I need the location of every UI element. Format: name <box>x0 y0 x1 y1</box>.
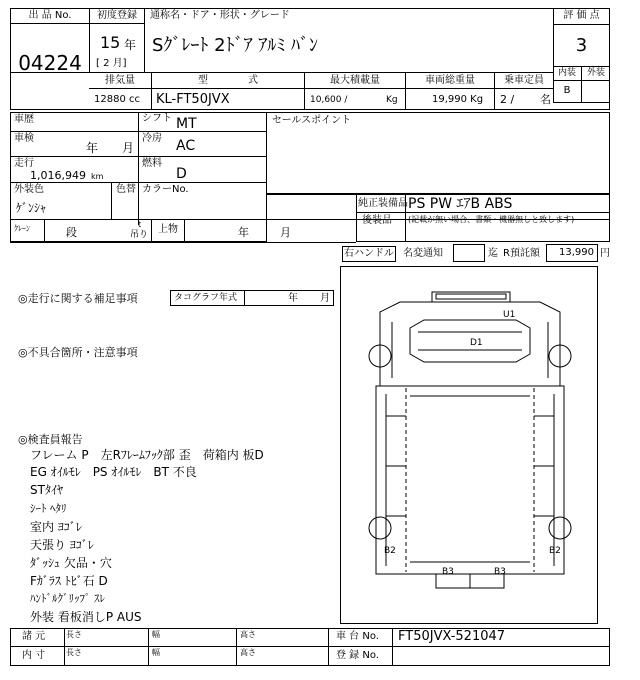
chassis-label: 車 台 No. <box>336 631 379 642</box>
inspector-line: ﾀﾞｯｼｭ 欠品・穴 <box>30 556 112 570</box>
inspection-label: 車検 <box>14 133 34 144</box>
sales-points-label: セールスポイント <box>272 115 352 126</box>
tacho-year: 年 <box>288 293 298 304</box>
rating-label: 評 価 点 <box>563 10 600 21</box>
inspector-line: 室内 ﾖｺﾞﾚ <box>30 520 82 534</box>
divider <box>10 131 267 132</box>
max-load-label: 最大積載量 <box>330 75 380 86</box>
after-label: 後装品 <box>362 215 392 226</box>
equipment-label: 純正装備品 <box>358 198 408 209</box>
type-label: 型 式 <box>198 75 258 86</box>
specs-label: 諸 元 <box>22 631 46 642</box>
divider <box>144 8 145 72</box>
mileage-label: 走行 <box>14 158 34 169</box>
divider <box>151 219 152 242</box>
crane-hang: 吊り <box>130 230 149 240</box>
divider <box>89 88 553 89</box>
crane-t: t <box>138 220 142 229</box>
fuel-label: 燃料 <box>142 158 162 169</box>
divider <box>10 242 356 243</box>
rating-value: 3 <box>575 35 588 56</box>
divider <box>392 628 393 666</box>
chassis-number: FT50JVX-521047 <box>398 629 506 644</box>
length-label: 長さ <box>66 630 82 639</box>
inspection-year: 年 <box>86 141 99 155</box>
first-reg-label: 初度登録 <box>97 10 137 21</box>
fuel-value: D <box>176 166 187 182</box>
capacity-value: 2 / <box>500 93 515 106</box>
year-unit: 年 <box>124 38 137 52</box>
tax-unit: 円 <box>600 248 610 259</box>
tacho-month: 月 <box>320 293 330 304</box>
color-no-label: カラーNo. <box>142 184 189 195</box>
capacity-unit: 名 <box>540 93 551 106</box>
exterior-grade-label: 外装 <box>586 68 605 78</box>
inner-height-label: 高さ <box>240 648 256 657</box>
ac-label: 冷房 <box>142 133 162 144</box>
divider <box>266 194 610 195</box>
inspector-line: ｼｰﾄ ﾍﾀﾘ <box>30 502 67 515</box>
model-name-label: 通称名・ドア・形状・グレード <box>150 10 290 21</box>
interior-grade-label: 内装 <box>557 68 576 78</box>
divider <box>148 628 149 666</box>
inspector-line: 天張り ﾖｺﾞﾚ <box>30 538 94 552</box>
upper-label: 上物 <box>158 224 178 235</box>
shift-label: シフト <box>142 113 172 124</box>
tacho-label: タコグラフ年式 <box>174 293 238 303</box>
inspector-report-label: ◎検査員報告 <box>18 433 83 446</box>
divider <box>553 24 610 25</box>
ac-value: AC <box>176 138 196 154</box>
lot-no-label: 出 品 No. <box>28 10 72 21</box>
driving-notes-label: ◎走行に関する補足事項 <box>18 292 138 305</box>
registration-label: 登 録 No. <box>336 650 379 661</box>
damage-mark-b3-left: B3 <box>442 567 454 577</box>
footer-frame <box>10 628 610 666</box>
inspector-line: EG ｵｲﾙﾓﾚ PS ｵｲﾙﾓﾚ BT 不良 <box>30 465 197 479</box>
lot-number: 04224 <box>18 51 82 75</box>
divider <box>10 156 267 157</box>
damage-mark-d1: D1 <box>470 338 483 348</box>
interior-grade: B <box>563 85 571 96</box>
divider <box>111 182 112 219</box>
tax-value: 13,990 <box>559 247 594 258</box>
inner-length-label: 長さ <box>66 648 82 657</box>
name-change-label: 名変通知 <box>403 248 443 259</box>
damage-mark-b2-right: B2 <box>549 546 561 556</box>
mileage-value: 1,016,949 <box>30 169 86 182</box>
divider <box>236 628 237 666</box>
tax-prefix: 迄 <box>488 248 498 259</box>
divider <box>10 646 610 647</box>
crane-stage: 段 <box>66 226 77 239</box>
model-name: Sｸﾞﾚｰﾄ 2ﾄﾞｱ ｱﾙﾐ ﾊﾞﾝ <box>152 35 319 56</box>
inspector-line: Fｶﾞﾗｽ ﾄﾋﾞ石 D <box>30 574 108 588</box>
upper-month: 月 <box>280 226 291 239</box>
defects-label: ◎不具合箇所・注意事項 <box>18 346 138 359</box>
capacity-label: 乗車定員 <box>504 75 544 86</box>
mileage-unit: km <box>91 172 104 181</box>
inspector-line: ﾊﾝﾄﾞﾙｸﾞﾘｯﾌﾟ ｽﾚ <box>30 592 105 605</box>
ext-color-value: ｹﾞﾝｼｬ <box>16 201 47 215</box>
divider <box>10 182 267 183</box>
name-change-box <box>453 244 485 262</box>
divider <box>44 219 45 242</box>
inner-width-label: 幅 <box>152 648 160 657</box>
divider <box>356 212 610 213</box>
divider <box>138 112 139 225</box>
crane-label: ｸﾚｰﾝ <box>14 224 30 233</box>
gross-weight-value: 19,990 Kg <box>432 94 484 105</box>
gross-weight-label: 車両総重量 <box>425 75 475 86</box>
rhd-label: 右ハンドル <box>344 248 394 259</box>
inspector-line: フレーム P 左Rﾌﾚｰﾑﾌｯｸ部 歪 荷箱内 板D <box>30 448 264 462</box>
divider <box>553 102 610 103</box>
inspection-month: 月 <box>122 141 135 155</box>
divider <box>64 628 65 666</box>
damage-mark-b3-right: B3 <box>494 567 506 577</box>
divider <box>10 72 553 73</box>
inspector-line: 外装 看板消しP AUS <box>30 610 142 624</box>
truck-diagram <box>340 266 598 624</box>
year-number: 15 <box>100 33 121 52</box>
after-note: (記載が無い場合、書類・機器無しと致します) <box>408 215 575 224</box>
color-change-label: 色替 <box>116 184 136 195</box>
inner-dim-label: 内 寸 <box>22 650 46 661</box>
max-load-unit: Kg <box>386 95 398 105</box>
history-label: 車歴 <box>14 114 34 125</box>
divider <box>244 290 245 306</box>
displacement-label: 排気量 <box>105 75 135 86</box>
equipment-value: PS PW ｴｱB ABS <box>408 196 513 212</box>
inspector-line: STﾀｲﾔ <box>30 483 63 497</box>
type-value: KL-FT50JVX <box>156 92 230 107</box>
month-value: [ 2 月] <box>96 58 127 69</box>
max-load-value: 10,600 / <box>310 95 348 105</box>
width-label: 幅 <box>152 630 160 639</box>
ext-color-label: 外装色 <box>14 184 44 195</box>
divider <box>328 628 329 666</box>
damage-mark-u1: U1 <box>503 310 516 320</box>
upper-year: 年 <box>238 226 249 239</box>
divider <box>184 219 185 242</box>
shift-value: MT <box>176 116 197 132</box>
height-label: 高さ <box>240 630 256 639</box>
displacement-value: 12880 cc <box>94 94 140 105</box>
damage-mark-b2-left: B2 <box>384 546 396 556</box>
tax-label: R預託額 <box>503 248 540 259</box>
